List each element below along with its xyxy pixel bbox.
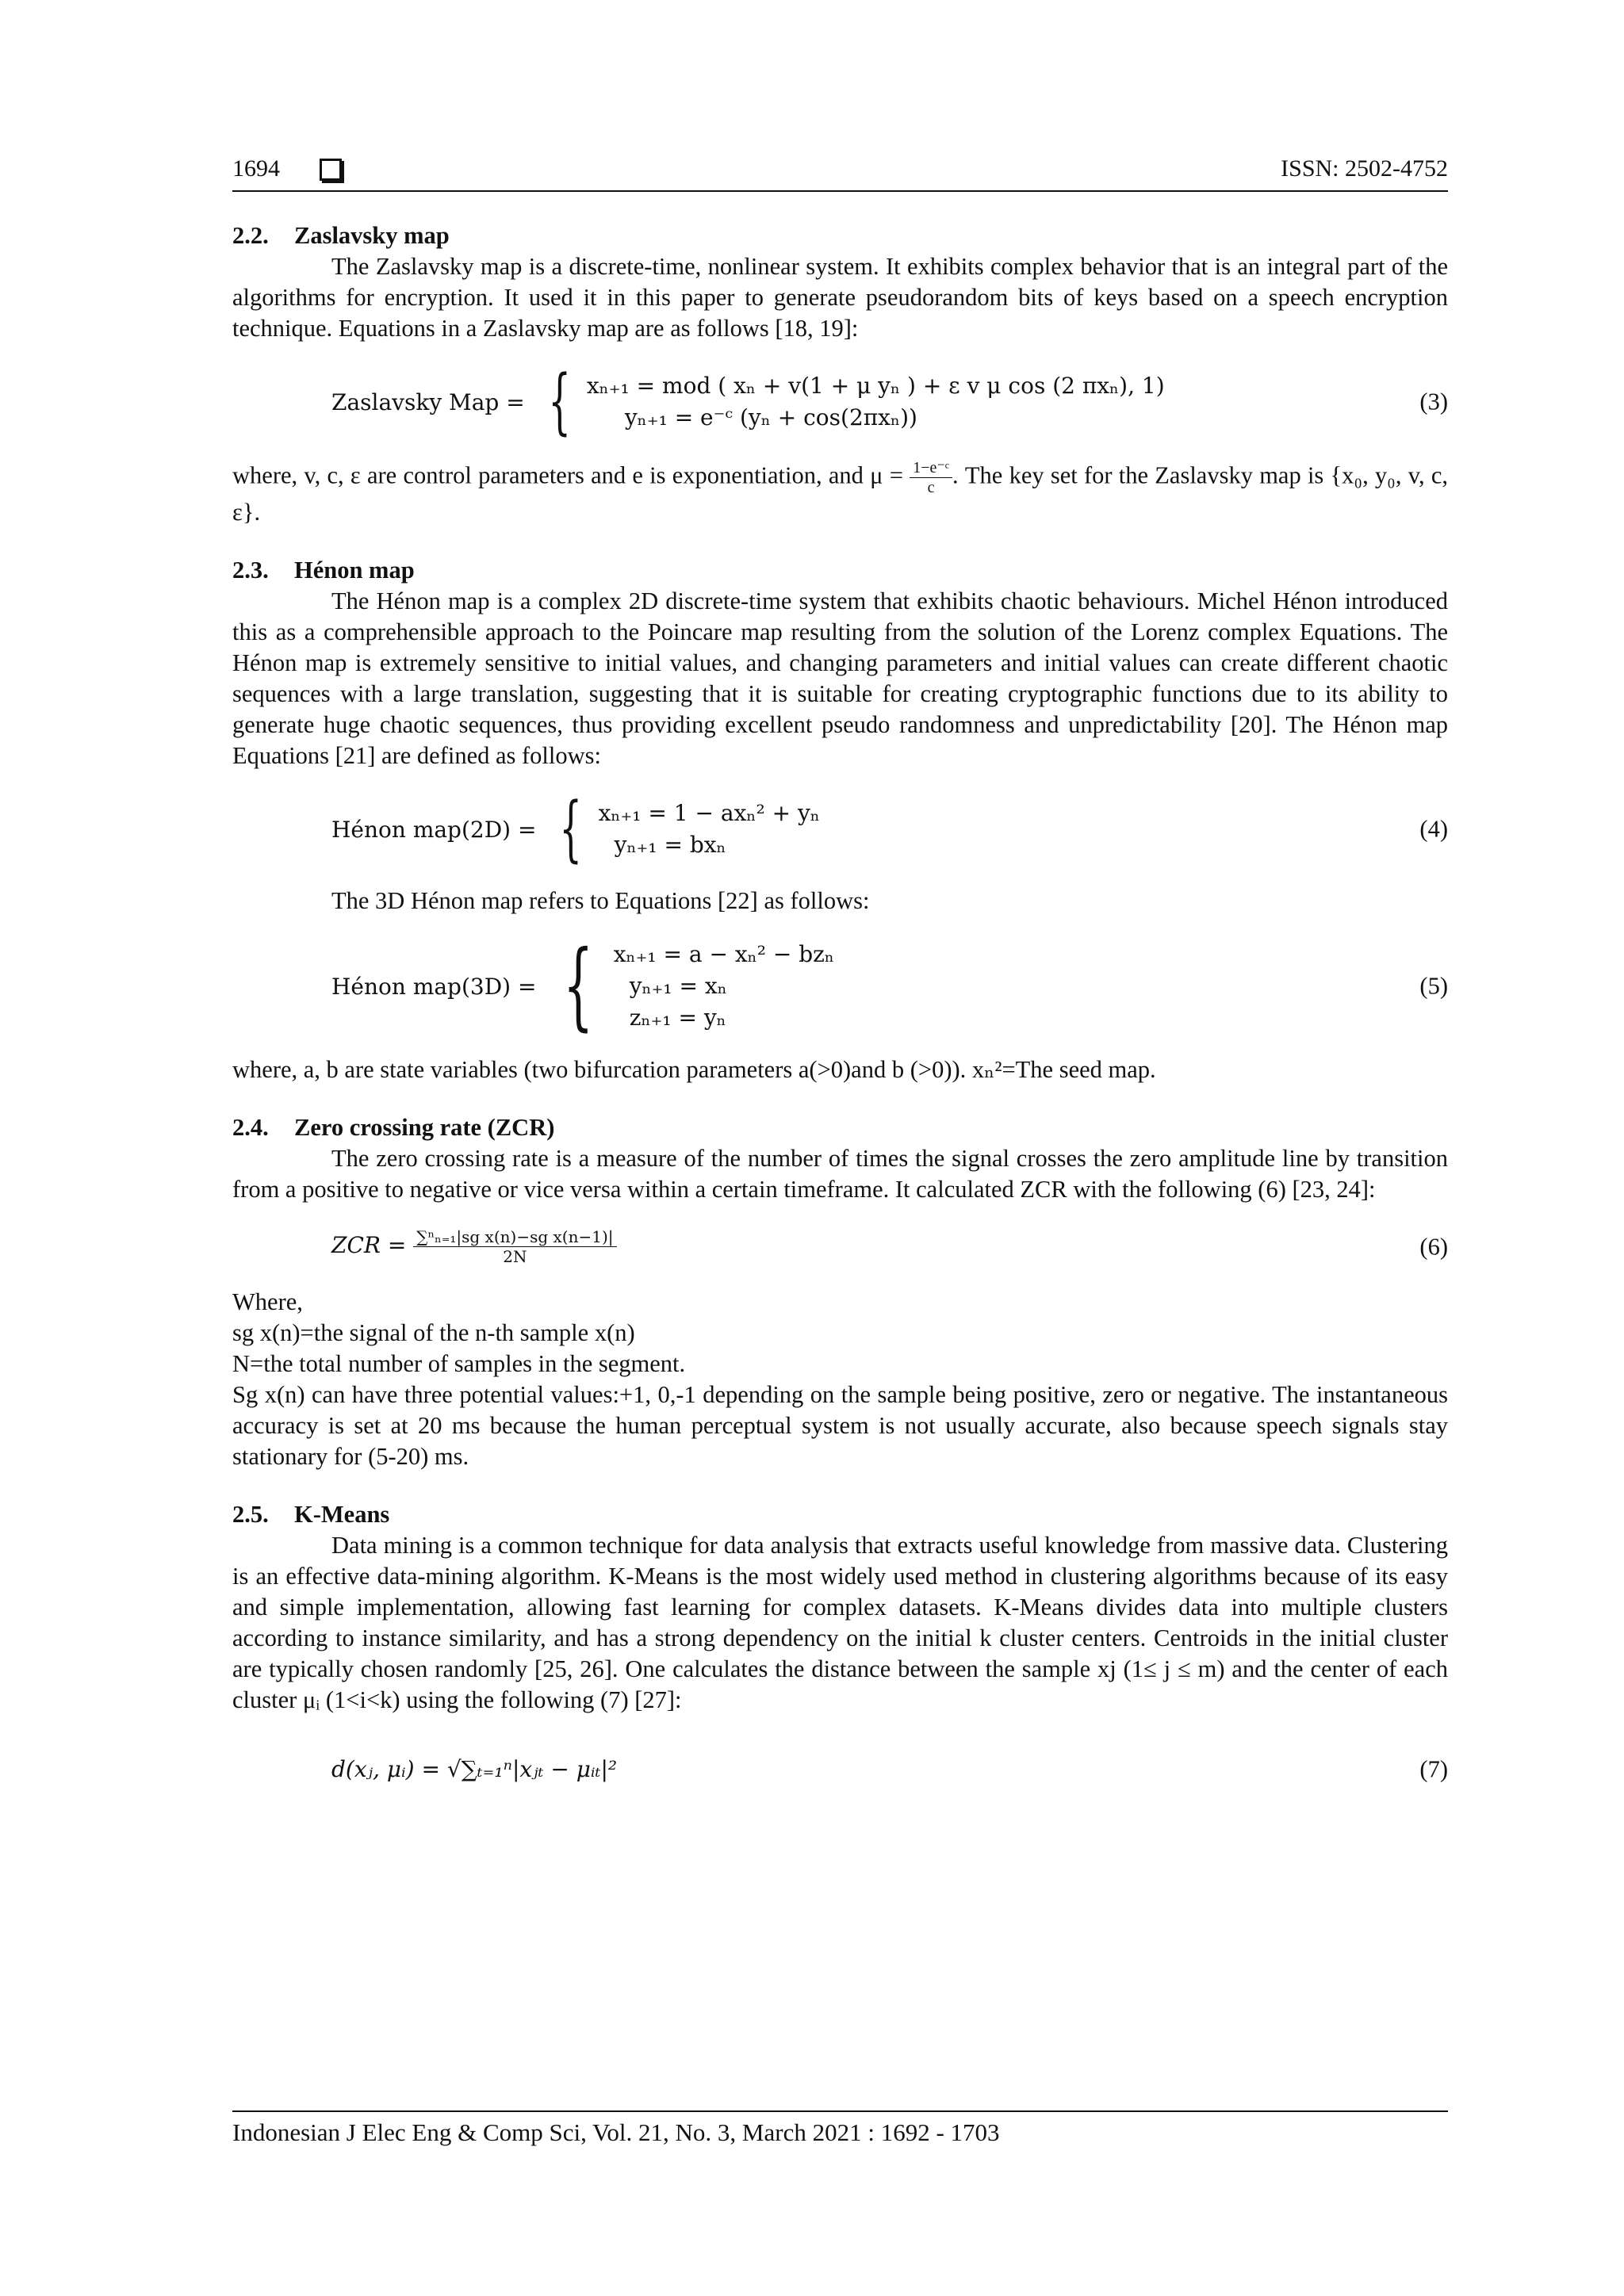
- paragraph: Data mining is a common technique for data analysis that extracts useful knowledge from massive data. Clustering is an effective data-mining algorithm. K-Means is the most widely used method in clustering algorithms because of its easy and simple implementation, allowing fast learning for complex datasets. K-Means divides data into multiple clusters according to instance similarity, and has a strong dependency on the initial k cluster centers. Centroids in the initial cluster are typically chosen randomly [25, 26]. One calculates the distance between the sample xj (1≤ j ≤ m) and the center of each cluster μᵢ (1<i<k) using the following (7) [27]:: [232, 1532, 1448, 1713]
- paragraph: The Hénon map is a complex 2D discrete-time system that exhibits chaotic behaviours. Michel Hénon introduced this as a comprehensible approach to the Poincare map resulting from the solution of the Lorenz complex Equations. The Hénon map is extremely sensitive to initial values, and changing parameters and initial values can create different chaotic sequences with a large translation, suggesting that it is suitable for creating cryptographic functions due to its ability to generate huge chaotic sequences, thus providing excellent pseudo randomness and unpredictability [20]. The Hénon map Equations [21] are defined as follows:: [232, 587, 1448, 769]
- checkbox-square-icon: [320, 159, 342, 181]
- equation-7: [331, 1754, 1448, 1785]
- text-span: . The key set for the Zaslavsky map is {x₀, y₀, v, c, ε}.: [232, 461, 1448, 526]
- equation-row: xₙ₊₁ = 1 − axₙ² + yₙ: [598, 800, 820, 826]
- section-heading: [232, 1112, 1448, 1143]
- section-number: 2.5.: [232, 1501, 269, 1528]
- paragraph: The zero crossing rate is a measure of the number of times the signal crosses the zero amplitude line by transition from a positive to negative or vice versa within a certain timeframe. It calculated ZCR with the following (6) [23, 24]:: [232, 1145, 1448, 1203]
- text-line: Where,: [232, 1288, 303, 1315]
- equation-label: Hénon map(2D) =: [331, 816, 537, 843]
- fraction: [910, 458, 952, 497]
- equation-row: yₙ₊₁ = e⁻ᶜ (yₙ + cos(2πxₙ)): [624, 404, 917, 430]
- page-number: 1694: [232, 155, 280, 182]
- text-span: where, v, c, ε are control parameters and e is exponentiation, and μ =: [232, 461, 910, 489]
- paragraph: where, a, b are state variables (two bifurcation parameters a(>0)and b (>0)). xₙ²=The seed map.: [232, 1056, 1156, 1083]
- fraction-denominator: 2N: [503, 1247, 527, 1266]
- equation-3: [331, 360, 1448, 443]
- equation-row: zₙ₊₁ = yₙ: [629, 1004, 726, 1031]
- equation-row: xₙ₊₁ = mod ( xₙ + v(1 + μ yₙ ) + ε v μ cos (2 πxₙ), 1): [586, 373, 1165, 399]
- paragraph: [232, 458, 1448, 528]
- equation-row: yₙ₊₁ = bxₙ: [614, 832, 726, 858]
- page-header: [232, 155, 1448, 195]
- text-line: sg x(n)=the signal of the n-th sample x(n): [232, 1319, 635, 1346]
- paragraph: The 3D Hénon map refers to Equations [22] as follows:: [331, 887, 870, 914]
- equation-label: Hénon map(3D) =: [331, 973, 537, 1000]
- section-heading: [232, 1499, 1448, 1530]
- text-line: N=the total number of samples in the segment.: [232, 1350, 686, 1377]
- equation-row: yₙ₊₁ = xₙ: [629, 973, 727, 999]
- section-title: K-Means: [294, 1501, 390, 1528]
- equation-label: Zaslavsky Map =: [331, 388, 525, 415]
- header-rule: [232, 190, 1448, 192]
- equation-number: (6): [1419, 1233, 1448, 1260]
- equation-number: (5): [1419, 972, 1448, 1000]
- section-title: Zero crossing rate (ZCR): [294, 1114, 555, 1141]
- page-footer: Indonesian J Elec Eng & Comp Sci, Vol. 21, No. 3, March 2021 : 1692 - 1703: [232, 2118, 1000, 2146]
- left-brace-icon: {: [559, 787, 583, 871]
- fraction-numerator: ∑ⁿₙ₌₁|sg x(n)−sg x(n−1)|: [413, 1227, 616, 1247]
- section-heading: [232, 555, 1448, 586]
- section-heading: [232, 220, 1448, 251]
- equation-6: [331, 1227, 1448, 1266]
- equation-expression: d(xⱼ, μᵢ) = √∑ₜ₌₁ⁿ|xⱼₜ − μᵢₜ|²: [331, 1756, 618, 1782]
- section-number: 2.2.: [232, 222, 269, 249]
- paragraph: Sg x(n) can have three potential values:+1, 0,-1 depending on the sample being positive, zero or negative. The instantaneous accuracy is set at 20 ms because the human perceptual system is not usually accurate, also because speech signals stay stationary for (5-20) ms.: [232, 1381, 1448, 1470]
- equation-number: (3): [1419, 388, 1448, 415]
- left-brace-icon: {: [563, 931, 594, 1041]
- section-title: Hénon map: [294, 557, 415, 584]
- fraction: [413, 1227, 616, 1266]
- equation-lhs: ZCR =: [331, 1232, 407, 1258]
- equation-5: [331, 931, 1448, 1041]
- fraction-denominator: c: [927, 479, 935, 496]
- equation-4: [331, 787, 1448, 871]
- equation-row: xₙ₊₁ = a − xₙ² − bzₙ: [613, 941, 835, 967]
- equation-number: (4): [1419, 815, 1448, 843]
- section-number: 2.4.: [232, 1114, 269, 1141]
- equation-number: (7): [1419, 1755, 1448, 1782]
- main-content: [232, 220, 1448, 1805]
- footer-rule: [232, 2110, 1448, 2112]
- section-title: Zaslavsky map: [294, 222, 450, 249]
- left-brace-icon: {: [547, 360, 571, 443]
- fraction-numerator: 1−e⁻ᶜ: [910, 458, 952, 478]
- paragraph: The Zaslavsky map is a discrete-time, nonlinear system. It exhibits complex behavior that is an integral part of the algorithms for encryption. It used it in this paper to generate pseudorandom bits of keys based on a speech encryption technique. Equations in a Zaslavsky map are as follows [18, 19]:: [232, 253, 1448, 342]
- section-number: 2.3.: [232, 557, 269, 584]
- issn: ISSN: 2502-4752: [1281, 155, 1448, 182]
